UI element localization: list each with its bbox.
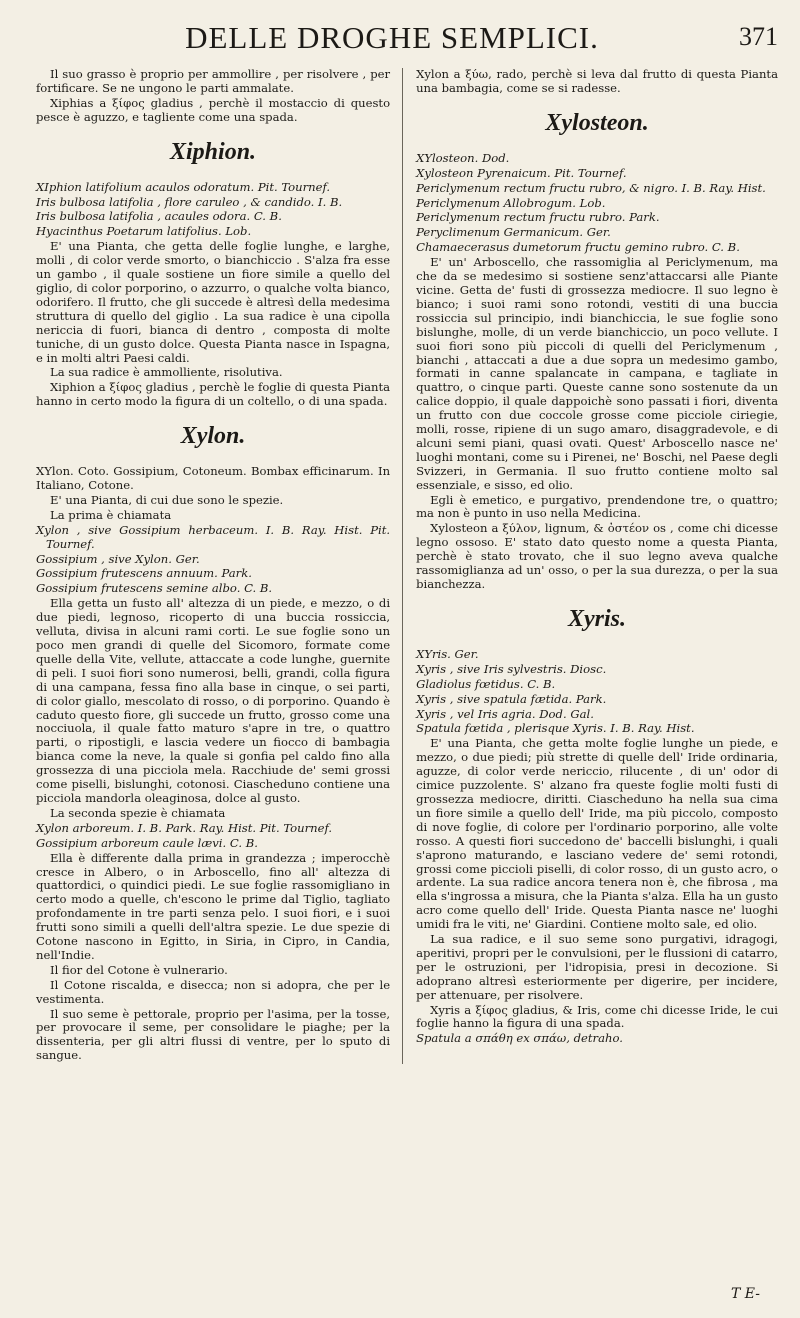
synonym-line: Xylosteon Pyrenaicum. Pit. Tournef. bbox=[416, 165, 627, 180]
synonym-line: Periclymenum rectum fructu rubro, & nigro. I. B. Ray. Hist. bbox=[416, 180, 766, 195]
synonym-line: Spatula fœtida , plerisque Xyris. I. B. Ray. Hist. bbox=[416, 721, 695, 736]
synonym-line: Hyacinthus Poetarum latifolius. Lob. bbox=[36, 224, 252, 239]
etymology-paragraph: Xiphion a ξίφος gladius , perchè le foglie di questa Pianta hanno in certo modo la figura di un coltello, o di una spada. bbox=[36, 380, 391, 409]
etymology-paragraph: Xiphias a ξίφος gladius , perchè il mostaccio di questo pesce è aguzzo, e tagliente come una spada. bbox=[36, 95, 391, 124]
entry-heading-xyris: Xyris. bbox=[568, 605, 627, 632]
etymology-line: Spatula a σπάθη ex σπάω, detraho. bbox=[416, 1031, 623, 1046]
synonym-line: XIphion latifolium acaulos odoratum. Pit. Tournef. bbox=[36, 179, 331, 194]
paragraph: E' una Pianta, di cui due sono le spezie. bbox=[50, 492, 284, 507]
synonym-line: Gossipium arboreum caule lævi. C. B. bbox=[36, 835, 258, 850]
synonym-line: Xyris , sive spatula fætida. Park. bbox=[416, 691, 607, 706]
synonym-line: XYlosteon. Dod. bbox=[416, 150, 510, 165]
running-title: DELLE DROGHE SEMPLICI. bbox=[185, 20, 599, 55]
synonym-line: Iris bulbosa latifolia , acaules odora. C. B. bbox=[36, 209, 282, 224]
synonym-line: Xylon , sive Gossipium herbaceum. I. B. Ray. Hist. Pit. Tournef. bbox=[36, 522, 391, 551]
paragraph: Il suo grasso è proprio per ammollire , per risolvere , per fortificare. Se ne ungono le parti ammalate. bbox=[36, 67, 391, 95]
etymology-paragraph: Xylon a ξύω, rado, perchè si leva dal frutto di questa Pianta una bambagia, come se si radesse. bbox=[416, 67, 778, 95]
synonym-line: Gladiolus fœtidus. C. B. bbox=[416, 676, 556, 691]
text-columns bbox=[36, 68, 778, 1064]
paragraph: La prima è chiamata bbox=[50, 507, 172, 522]
page-number: 371 bbox=[739, 22, 778, 51]
entry-heading-xylosteon: Xylosteon. bbox=[545, 109, 649, 136]
properties-paragraph: La sua radice è ammolliente, risolutiva. bbox=[50, 365, 283, 380]
synonym-line: Xylon arboreum. I. B. Park. Ray. Hist. Pit. Tournef. bbox=[36, 820, 333, 835]
synonym-line: Xyris , vel Iris agria. Dod. Gal. bbox=[416, 706, 594, 721]
description-paragraph: Ella getta un fusto all' altezza di un piede, e mezzo, o di due piedi, legnoso, ricoperto di una buccia rossiccia, velluta, divisa in alcuni rami corti. Le sue foglie sono un poco men grandi di quelle del Sicomoro, formate come quelle della Vite, vellute, attaccate a code lunghe, guernite di peli. I suoi fiori sono numerosi, belli, grandi, colla figura di una campana, fessa fino alla base in cinque, o sei parti, di color giallo, mescolato di rosso, o di porporino. Quando è caduto questo fiore, gli succede un frutto, grosso come una nocciuola, il quale fatto maturo s'apre in tre, o quattro parti, o ripostigli, e lascia vedere un fiocco di bambagia bianca come la neve, la quale si gonfia pel caldo fino alla grossezza di una picciola mela. Racchiude de' semi grossi come piselli, bislunghi, cotonosi. Ciascheduno contiene una picciola mandorla oleaginosa, dolce al gusto. bbox=[36, 596, 391, 805]
synonym-line: Periclymenum Allobrogum. Lob. bbox=[416, 195, 606, 210]
left-column bbox=[36, 68, 403, 1064]
synonym-line: Iris bulbosa latifolia , flore caruleo , & candido. I. B. bbox=[36, 194, 343, 209]
synonym-line: Chamaecerasus dumetorum fructu gemino rubro. C. B. bbox=[416, 240, 740, 255]
catchword: T E- bbox=[731, 1286, 760, 1302]
synonym-line: Xyris , sive Iris sylvestris. Diosc. bbox=[416, 661, 607, 676]
etymology-paragraph: Xyris a ξίφος gladius, & Iris, come chi dicesse Iride, le cui foglie hanno la figura di una spada. bbox=[416, 1002, 778, 1031]
properties-paragraph: Egli è emetico, e purgativo, prendendone tre, o quattro; ma non è punto in uso nella Medicina. bbox=[416, 492, 778, 521]
synonym-line: Periclymenum rectum fructu rubro. Park. bbox=[416, 210, 660, 225]
paragraph: Il Cotone riscalda, e disecca; non si adopra, che per le vestimenta. bbox=[36, 977, 391, 1006]
paragraph: Il fior del Cotone è vulnerario. bbox=[50, 962, 228, 977]
synonym-line: Peryclimenum Germanicum. Ger. bbox=[416, 225, 611, 240]
synonym-line: Gossipium frutescens semine albo. C. B. bbox=[36, 581, 273, 596]
description-paragraph: E' una Pianta, che getta molte foglie lunghe un piede, e mezzo, o due piedi; più strette di quelle dell' Iride ordinaria, aguzze, di color verde nericcio, rilucente , di un' odor di cimice puzzolente. S' alzano fra queste foglie molti fusti di grossezza mediocre, diritti. Ciascheduno ha nella sua cima un fiore simile a quello dell' Iride, ma più piccolo, composto di nove foglie, di colore per l'ordinario porporino, alle volte rosso. A questi fiori succedono de' baccelli bislunghi, i quali s'aprono maturando, e lasciano vedere de' semi rotondi, grossi come piccioli piselli, di color rosso, di un gusto acro, o ardente. La sua radice ancora tenera non è, che fibrosa , ma ella s'ingrossa a misura, che la Pianta s'alza. Ella ha un gusto acro come quello dell' Iride. Questa Pianta nasce ne' luoghi umidi fra le viti, ne' Giardini. Contiene molto sale, ed olio. bbox=[416, 736, 778, 932]
description-paragraph: E' un' Arboscello, che rassomiglia al Periclymenum, ma che da se medesimo si sostiene senz'attaccarsi alle Piante vicine. Getta de' fusti di grossezza mediocre. Il suo legno è bianco; i suoi rami sono rotondi, vestiti di una buccia rossiccia sul principio, indi bianchiccia, le sue foglie sono bislunghe, molle, di un verde bianchiccio, un poco vellute. I suoi fiori sono più piccoli di quelli del Periclymenum , bianchi , attaccati a due a due sopra un medesimo gambo, formati in canne spalancate in campana, e tagliate in quattro, o cinque parti. Queste canne sono sostenute da un calice doppio, il quale dappoichè sono passati i fiori, diventa un frutto con due coccole grosse come picciole ciriegie, molli, rosse, ripiene di un sugo amaro, disaggradevole, e di alcuni semi piani, quasi ovati. Quest' Arboscello nasce ne' luoghi montani, come su i Pirenei, ne' Boschi, nel Paese degli Svizzeri, in Germania. Il suo frutto contiene molto sal essenziale, e sisso, ed olio. bbox=[416, 255, 778, 492]
entry-heading-xylon: Xylon. bbox=[180, 423, 246, 450]
synonym-line: Gossipium frutescens annuum. Park. bbox=[36, 566, 252, 581]
description-paragraph: E' una Pianta, che getta delle foglie lunghe, e larghe, molli , di color verde smorto, o bianchiccio . S'alza fra esse un gambo , il quale sostiene un fiore simile a quello del giglio, di color porporino, o azzurro, o qualche volta bianco, odorifero. Il frutto, che gli succede è altresì della medesima struttura di quello del giglio . La sua radice è una cipolla nericcia di fuori, bianca di dentro , composta di molte tuniche, di un gusto dolce. Questa Pianta nasce in Ispagna, e in molti altri Paesi caldi. bbox=[36, 239, 391, 365]
paragraph: Il suo seme è pettorale, proprio per l'asima, per la tosse, per provocare il seme, per consolidare le piaghe; per la dissenteria, per gli altri flussi di ventre, per lo sputo di sangue. bbox=[36, 1006, 391, 1063]
entry-heading-xiphion: Xiphion. bbox=[170, 138, 257, 165]
names-paragraph: XYlon. Coto. Gossipium, Cotoneum. Bombax efficinarum. In Italiano, Cotone. bbox=[36, 464, 391, 493]
right-column bbox=[403, 68, 778, 1064]
paragraph: La seconda spezie è chiamata bbox=[50, 805, 226, 820]
page-header bbox=[36, 14, 778, 68]
synonym-line: Gossipium , sive Xylon. Ger. bbox=[36, 551, 200, 566]
synonym-line: XYris. Ger. bbox=[416, 646, 479, 661]
description-paragraph: Ella è differente dalla prima in grandezza ; imperocchè cresce in Albero, o in Arboscello, fino all' altezza di quattordici, o quindici piedi. Le sue foglie rassomigliano in certo modo a quelle, ch'escono le prime dal Tiglio, tagliato profondamente in tre parti senza pelo. I suoi fiori, e i suoi frutti sono simili a quelli dell'altra spezie. Le due spezie di Cotone nascono in Egitto, in Siria, in Cipro, in Candia, nell'Indie. bbox=[36, 850, 391, 962]
properties-paragraph: La sua radice, e il suo seme sono purgativi, idragogi, aperitivi, propri per le convulsioni, per le flussioni di catarro, per le ostruzioni, per l'idropisia, presi in decozione. Si adoprano altresì esteriormente per digerire, per incidere, per attenuare, per risolvere. bbox=[416, 932, 778, 1002]
etymology-paragraph: Xylosteon a ξύλον, lignum, & ὀστέον os , come chi dicesse legno ossoso. E' stato dato questo nome a questa Pianta, perchè è stato trovato, che il suo legno aveva qualche rassomiglianza ad un' osso, o per la sua durezza, o per la sua bianchezza. bbox=[416, 521, 778, 591]
